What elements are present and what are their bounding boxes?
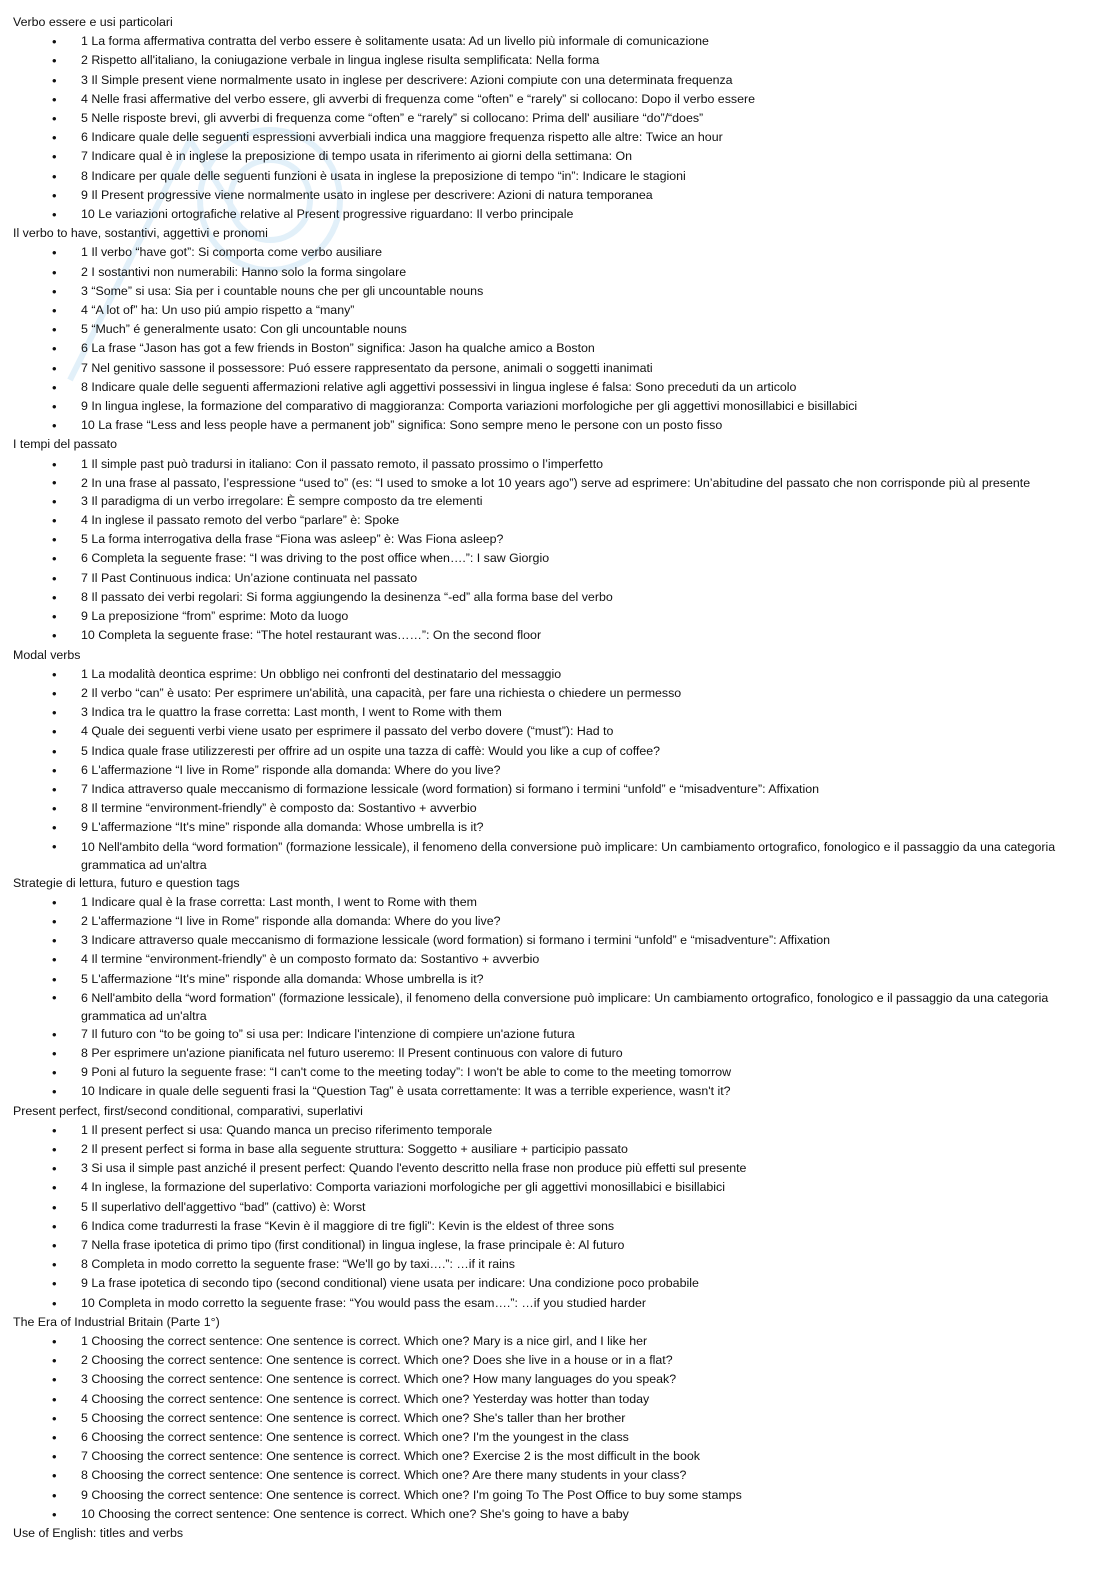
list-item: • 4 Il termine “environment-friendly” è un composto formato da: Sostantivo + avverbio	[13, 950, 1105, 969]
list-item: • 8 Completa in modo corretto la seguente frase: “We'll go by taxi….”: …if it rains	[13, 1255, 1105, 1274]
list-item: • 4 Nelle frasi affermative del verbo essere, gli avverbi di frequenza come “often” e “rarely” si collocano: Dopo il verbo essere	[13, 90, 1105, 109]
section-title: The Era of Industrial Britain (Parte 1°)	[13, 1314, 220, 1329]
list-item: • 2 L'affermazione “I live in Rome” risponde alla domanda: Where do you live?	[13, 912, 1105, 931]
section-title: Verbo essere e usi particolari	[13, 15, 173, 29]
list-item: • 9 La frase ipotetica di secondo tipo (second conditional) viene usata per indicare: Una condizione poco probabile	[13, 1274, 1105, 1293]
list-item: • 8 Indicare per quale delle seguenti funzioni è usata in inglese la preposizione di tempo “in”: Indicare le stagioni	[13, 167, 1105, 186]
list-item: • 3 Indicare attraverso quale meccanismo di formazione lessicale (word formation) si formano i termini “unfold” e “misadventure”: Affixation	[13, 931, 1105, 950]
list-item: • 5 Il superlativo dell'aggettivo “bad” (cattivo) è: Worst	[13, 1198, 1105, 1217]
list-item: • 5 Choosing the correct sentence: One sentence is correct. Which one? She's taller than her brother	[13, 1409, 1105, 1428]
list-item: • 3 “Some” si usa: Sia per i countable nouns che per gli uncountable nouns	[13, 282, 1105, 301]
section-title: Present perfect, first/second conditional, comparativi, superlativi	[13, 1103, 363, 1118]
list-item: • 4 “A lot of” ha: Un uso piú ampio rispetto a “many”	[13, 301, 1105, 320]
list-item: • 4 Quale dei seguenti verbi viene usato per esprimere il passato del verbo dovere (“must”): Had to	[13, 722, 1105, 741]
question-list	[13, 893, 1105, 1102]
section-title: Modal verbs	[13, 647, 81, 662]
list-item: • 6 Indicare quale delle seguenti espressioni avverbiali indica una maggiore frequenza rispetto alle altre: Twice an hour	[13, 128, 1105, 147]
list-item: • 2 I sostantivi non numerabili: Hanno solo la forma singolare	[13, 263, 1105, 282]
list-item: • 3 Il Simple present viene normalmente usato in inglese per descrivere: Azioni compiute con una determinata frequenza	[13, 71, 1105, 90]
list-item: • 6 Indica come tradurresti la frase “Kevin è il maggiore di tre figli”: Kevin is the eldest of three sons	[13, 1217, 1105, 1236]
list-item: • 10 Choosing the correct sentence: One sentence is correct. Which one? She's going to have a baby	[13, 1505, 1105, 1524]
list-item: • 2 Il present perfect si forma in base alla seguente struttura: Soggetto + ausiliare + participio passato	[13, 1140, 1105, 1159]
list-item: • 2 Rispetto all'italiano, la coniugazione verbale in lingua inglese risulta semplificata: Nella forma	[13, 51, 1105, 70]
section-title: I tempi del passato	[13, 437, 118, 452]
list-item: • 1 La forma affermativa contratta del verbo essere è solitamente usata: Ad un livello più informale di comunicazione	[13, 32, 1105, 51]
list-item: • 7 Indicare qual è in inglese la preposizione di tempo usata in riferimento ai giorni della settimana: On	[13, 147, 1105, 166]
list-item: • 9 L'affermazione “It's mine” risponde alla domanda: Whose umbrella is it?	[13, 818, 1105, 837]
list-item: • 10 Le variazioni ortografiche relative al Present progressive riguardano: Il verbo principale	[13, 205, 1105, 224]
list-item: • 8 Il passato dei verbi regolari: Si forma aggiungendo la desinenza “-ed” alla forma base del verbo	[13, 588, 1105, 607]
list-item: • 1 La modalità deontica esprime: Un obbligo nei confronti del destinatario del messaggio	[13, 665, 1105, 684]
list-item: • 6 Completa la seguente frase: “I was driving to the post office when….”: I saw Giorgio	[13, 549, 1105, 568]
list-item: • 8 Il termine “environment-friendly” è composto da: Sostantivo + avverbio	[13, 799, 1105, 818]
list-item: • 9 Poni al futuro la seguente frase: “I can't come to the meeting today”: I won't be able to come to the meeting tomorrow	[13, 1063, 1105, 1082]
list-item: • 7 Indica attraverso quale meccanismo di formazione lessicale (word formation) si formano i termini “unfold” e “misadventure”: Affixation	[13, 780, 1105, 799]
list-item: • 5 L'affermazione “It's mine” risponde alla domanda: Whose umbrella is it?	[13, 970, 1105, 989]
list-item: • 6 Choosing the correct sentence: One sentence is correct. Which one? I'm the youngest in the class	[13, 1428, 1105, 1447]
list-item: • 2 Il verbo “can” è usato: Per esprimere un'abilità, una capacità, per fare una richiesta o chiedere un permesso	[13, 684, 1105, 703]
list-item: • 4 In inglese, la formazione del superlativo: Comporta variazioni morfologiche per gli aggettivi monosillabici e bisillabici	[13, 1178, 1105, 1197]
list-item: • 5 La forma interrogativa della frase “Fiona was asleep” è: Was Fiona asleep?	[13, 530, 1105, 549]
list-item: • 8 Per esprimere un'azione pianificata nel futuro useremo: Il Present continuous con valore di futuro	[13, 1044, 1105, 1063]
list-item: • 1 Il present perfect si usa: Quando manca un preciso riferimento temporale	[13, 1121, 1105, 1140]
question-list	[13, 243, 1105, 435]
list-item: • 8 Indicare quale delle seguenti affermazioni relative agli aggettivi possessivi in lingua inglese é falsa: Sono preceduti da un articolo	[13, 378, 1105, 397]
list-item: • 10 Nell'ambito della “word formation” (formazione lessicale), il fenomeno della conversione può implicare: Un cambiamento ortografico, fonologico e il passaggio da una categoria grammatica ad un'altra	[13, 838, 1105, 874]
list-item: • 6 Nell'ambito della “word formation” (formazione lessicale), il fenomeno della conversione può implicare: Un cambiamento ortografico, fonologico e il passaggio da una categoria grammatica ad un'altra	[13, 989, 1105, 1025]
list-item: • 3 Choosing the correct sentence: One sentence is correct. Which one? How many languages do you speak?	[13, 1370, 1105, 1389]
list-item: • 9 La preposizione “from” esprime: Moto da luogo	[13, 607, 1105, 626]
list-item: • 1 Il verbo “have got”: Si comporta come verbo ausiliare	[13, 243, 1105, 262]
list-item: • 1 Indicare qual è la frase corretta: Last month, I went to Rome with them	[13, 893, 1105, 912]
list-item: • 10 Indicare in quale delle seguenti frasi la “Question Tag” è usata correttamente: It was a terrible experience, wasn't it?	[13, 1082, 1105, 1101]
question-list	[13, 665, 1105, 874]
list-item: • 7 Choosing the correct sentence: One sentence is correct. Which one? Exercise 2 is the most difficult in the book	[13, 1447, 1105, 1466]
list-item: • 6 L'affermazione “I live in Rome” risponde alla domanda: Where do you live?	[13, 761, 1105, 780]
list-item: • 6 La frase “Jason has got a few friends in Boston” significa: Jason ha qualche amico a Boston	[13, 339, 1105, 358]
question-list	[13, 1121, 1105, 1313]
list-item: • 4 Choosing the correct sentence: One sentence is correct. Which one? Yesterday was hotter than today	[13, 1390, 1105, 1409]
list-item: • 5 Indica quale frase utilizzeresti per offrire ad un ospite una tazza di caffè: Would you like a cup of coffee?	[13, 742, 1105, 761]
question-list	[13, 32, 1105, 224]
list-item: • 10 Completa in modo corretto la seguente frase: “You would pass the esam….”: …if you studied harder	[13, 1294, 1105, 1313]
document-body	[13, 13, 1105, 1543]
list-item: • 7 Nella frase ipotetica di primo tipo (first conditional) in lingua inglese, la frase principale è: Al futuro	[13, 1236, 1105, 1255]
list-item: • 10 Completa la seguente frase: “The hotel restaurant was……”: On the second floor	[13, 626, 1105, 645]
list-item: • 5 “Much” é generalmente usato: Con gli uncountable nouns	[13, 320, 1105, 339]
list-item: • 2 Choosing the correct sentence: One sentence is correct. Which one? Does she live in a house or in a flat?	[13, 1351, 1105, 1370]
list-item: • 10 La frase “Less and less people have a permanent job” significa: Sono sempre meno le persone con un posto fisso	[13, 416, 1105, 435]
list-item: • 3 Il paradigma di un verbo irregolare: È sempre composto da tre elementi	[13, 492, 1105, 511]
list-item: • 2 In una frase al passato, l’espressione “used to” (es: “I used to smoke a lot 10 years ago”) serve ad esprimere: Un’abitudine del passato che non corrisponde più al presente	[13, 474, 1105, 492]
section-title: Strategie di lettura, futuro e question tags	[13, 875, 240, 890]
list-item: • 9 In lingua inglese, la formazione del comparativo di maggioranza: Comporta variazioni morfologiche per gli aggettivi monosillabici e bisillabici	[13, 397, 1105, 416]
list-item: • 3 Si usa il simple past anziché il present perfect: Quando l'evento descritto nella frase non produce più effetti sul presente	[13, 1159, 1105, 1178]
list-item: • 1 Choosing the correct sentence: One sentence is correct. Which one? Mary is a nice girl, and I like her	[13, 1332, 1105, 1351]
section-title: Il verbo to have, sostantivi, aggettivi e pronomi	[13, 226, 268, 241]
list-item: • 9 Il Present progressive viene normalmente usato in inglese per descrivere: Azioni di natura temporanea	[13, 186, 1105, 205]
question-list	[13, 1332, 1105, 1524]
list-item: • 1 Il simple past può tradursi in italiano: Con il passato remoto, il passato prossimo o l’imperfetto	[13, 455, 1105, 474]
list-item: • 7 Nel genitivo sassone il possessore: Puó essere rappresentato da persone, animali o soggetti inanimati	[13, 359, 1105, 378]
question-list	[13, 455, 1105, 646]
list-item: • 4 In inglese il passato remoto del verbo “parlare” è: Spoke	[13, 511, 1105, 530]
list-item: • 7 Il Past Continuous indica: Un’azione continuata nel passato	[13, 569, 1105, 588]
list-item: • 8 Choosing the correct sentence: One sentence is correct. Which one? Are there many students in your class?	[13, 1466, 1105, 1485]
list-item: • 3 Indica tra le quattro la frase corretta: Last month, I went to Rome with them	[13, 703, 1105, 722]
list-item: • 9 Choosing the correct sentence: One sentence is correct. Which one? I'm going To The Post Office to buy some stamps	[13, 1486, 1105, 1505]
section-title: Use of English: titles and verbs	[13, 1526, 184, 1541]
list-item: • 7 Il futuro con “to be going to” si usa per: Indicare l'intenzione di compiere un'azione futura	[13, 1025, 1105, 1044]
list-item: • 5 Nelle risposte brevi, gli avverbi di frequenza come “often” e “rarely” si collocano: Prima dell' ausiliare “do”/“does”	[13, 109, 1105, 128]
